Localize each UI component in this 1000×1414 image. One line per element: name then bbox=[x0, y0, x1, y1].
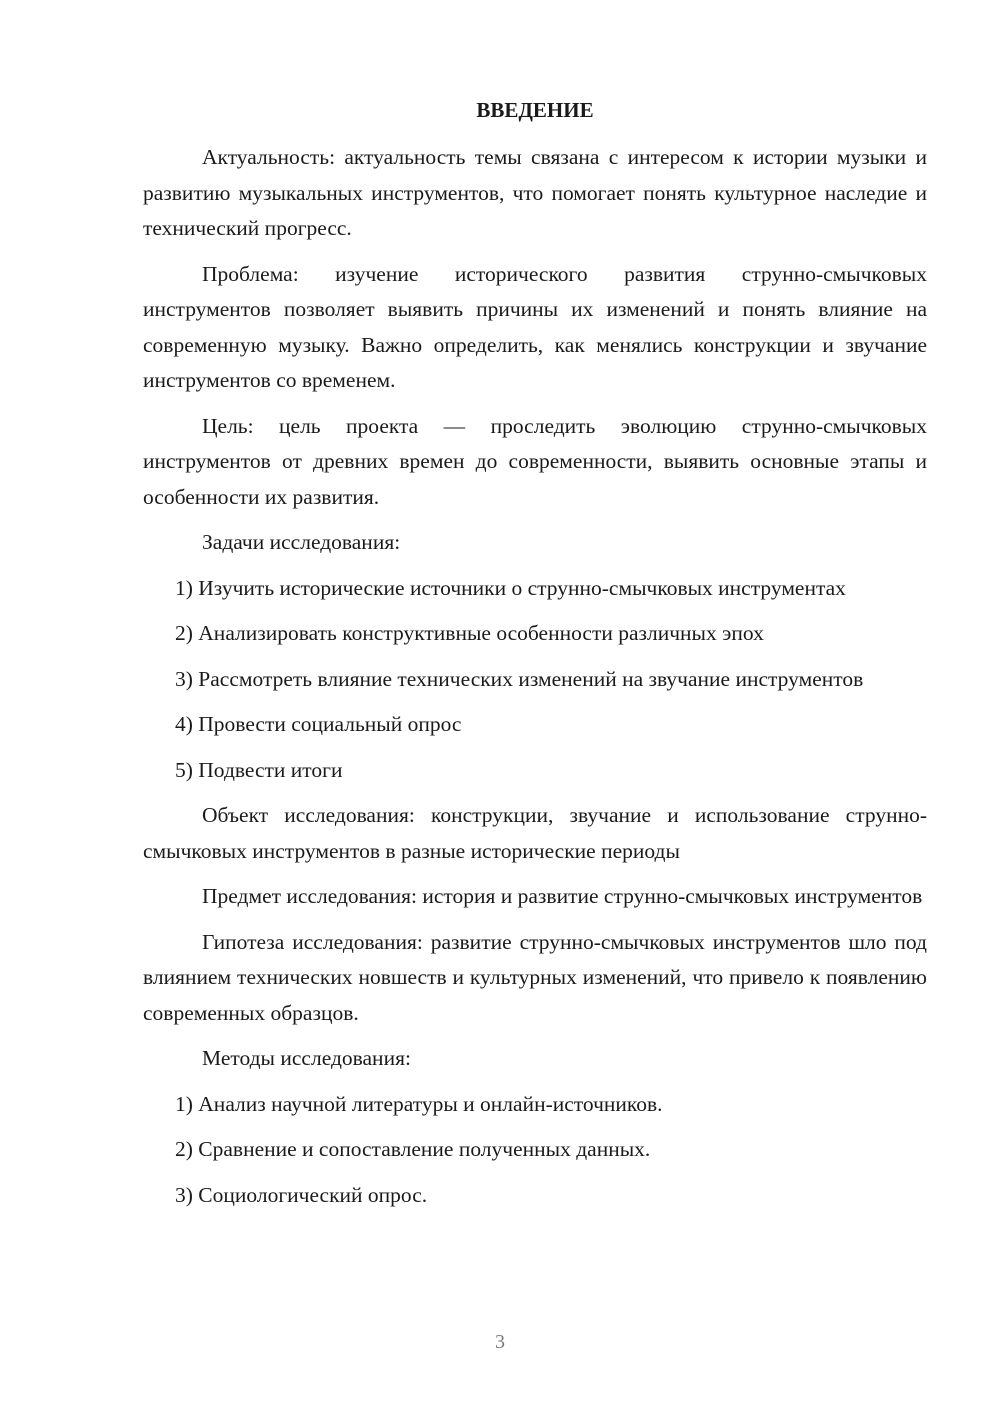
tasks-heading: Задачи исследования: bbox=[202, 530, 401, 554]
problem-paragraph: Проблема: изучение исторического развития струнно-смычковых инструментов позволяет выявить причины их изменений и понять влияние на современную музыку. Важно определить, как менялись конструкции и звучание инструментов со временем. bbox=[143, 261, 927, 392]
task-item: 4) Провести социальный опрос bbox=[175, 712, 462, 736]
task-item: 5) Подвести итоги bbox=[175, 757, 343, 782]
section-title: ВВЕДЕНИЕ bbox=[476, 98, 594, 122]
task-item: 2) Анализировать конструктивные особенности различных эпох bbox=[175, 621, 764, 645]
method-item: 1) Анализ научной литературы и онлайн-источников. bbox=[175, 1091, 663, 1116]
document-body bbox=[143, 93, 927, 1223]
relevance-paragraph: Актуальность: актуальность темы связана с интересом к истории музыки и развитию музыкальных инструментов, что помогает понять культурное наследие и технический прогресс. bbox=[143, 145, 927, 240]
task-item: 1) Изучить исторические источники о струнно-смычковых инструментах bbox=[175, 575, 846, 600]
hypothesis-paragraph: Гипотеза исследования: развитие струнно-смычковых инструментов шло под влиянием технических новшеств и культурных изменений, что привело к появлению современных образцов. bbox=[143, 929, 927, 1025]
object-paragraph: Объект исследования: конструкции, звучание и использование струнно-смычковых инструментов в разные исторические периоды bbox=[143, 803, 927, 863]
method-item: 2) Сравнение и сопоставление полученных данных. bbox=[175, 1137, 651, 1161]
task-item: 3) Рассмотреть влияние технических изменений на звучание инструментов bbox=[175, 666, 864, 691]
method-item: 3) Социологический опрос. bbox=[175, 1182, 428, 1207]
methods-heading: Методы исследования: bbox=[202, 1046, 411, 1070]
subject-paragraph: Предмет исследования: история и развитие струнно-смычковых инструментов bbox=[202, 884, 923, 908]
page-number: 3 bbox=[495, 1331, 505, 1353]
goal-paragraph: Цель: цель проекта — проследить эволюцию струнно-смычковых инструментов от древних времен до современности, выявить основные этапы и особенности их развития. bbox=[143, 413, 927, 509]
